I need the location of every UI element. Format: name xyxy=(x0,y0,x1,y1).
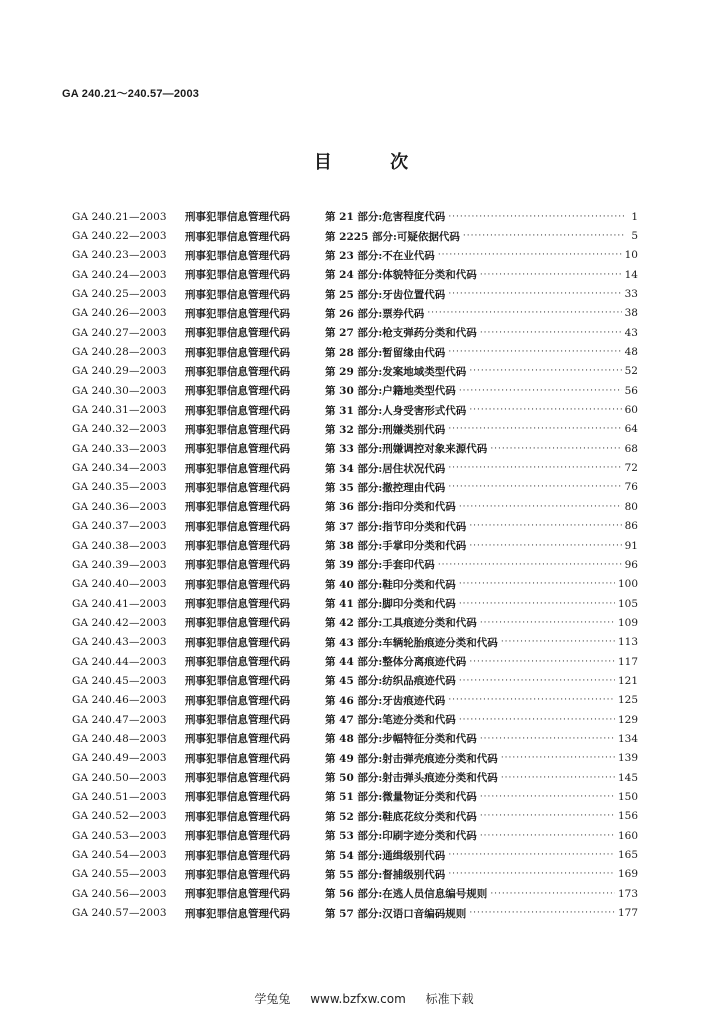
toc-series: 刑事犯罪信息管理代码 xyxy=(185,636,290,649)
toc-part-title: 第 21 部分:危害程度代码 xyxy=(325,211,446,224)
toc-series: 刑事犯罪信息管理代码 xyxy=(185,365,290,378)
toc-part-title: 第 44 部分:整体分离痕迹代码 xyxy=(325,656,467,669)
toc-leader-dots xyxy=(438,249,622,261)
toc-leader-dots xyxy=(448,849,615,861)
toc-code: GA 240.41—2003 xyxy=(72,597,167,610)
toc-row[interactable] xyxy=(72,749,638,768)
toc-part-title: 第 47 部分:笔迹分类和代码 xyxy=(325,714,456,727)
toc-code: GA 240.42—2003 xyxy=(72,616,167,629)
toc-series: 刑事犯罪信息管理代码 xyxy=(185,752,290,765)
toc-page-number: 121 xyxy=(617,674,638,687)
toc-row[interactable] xyxy=(72,845,638,864)
toc-leader-dots xyxy=(459,598,615,610)
toc-leader-dots xyxy=(448,423,621,435)
toc-list xyxy=(72,207,638,923)
toc-series: 刑事犯罪信息管理代码 xyxy=(185,888,290,901)
toc-part-title: 第 43 部分:车辆轮胎痕迹分类和代码 xyxy=(325,636,498,649)
toc-row[interactable] xyxy=(72,458,638,477)
toc-page-number: 56 xyxy=(624,384,638,397)
toc-part-title: 第 57 部分:汉语口音编码规则 xyxy=(325,907,467,920)
toc-code: GA 240.45—2003 xyxy=(72,674,167,687)
toc-code: GA 240.29—2003 xyxy=(72,365,167,378)
toc-series: 刑事犯罪信息管理代码 xyxy=(185,443,290,456)
toc-part-title: 第 32 部分:刑嫌类别代码 xyxy=(325,423,446,436)
toc-page-number: 5 xyxy=(631,230,638,243)
toc-code: GA 240.38—2003 xyxy=(72,539,167,552)
toc-leader-dots xyxy=(448,462,621,474)
toc-part-title: 第 26 部分:票券代码 xyxy=(325,307,425,320)
toc-row[interactable] xyxy=(72,613,638,632)
toc-page-number: 60 xyxy=(624,404,638,417)
toc-leader-dots xyxy=(463,230,625,242)
toc-code: GA 240.32—2003 xyxy=(72,423,167,436)
toc-page-number: 105 xyxy=(617,597,638,610)
footer xyxy=(0,990,728,1007)
toc-part-title: 第 53 部分:印刷字迹分类和代码 xyxy=(325,830,477,843)
toc-row[interactable] xyxy=(72,633,638,652)
toc-part-title: 第 41 部分:脚印分类和代码 xyxy=(325,598,456,611)
toc-part-title: 第 52 部分:鞋底花纹分类和代码 xyxy=(325,810,477,823)
toc-code: GA 240.48—2003 xyxy=(72,732,167,745)
toc-row[interactable] xyxy=(72,304,638,323)
toc-leader-dots xyxy=(469,365,621,377)
toc-row[interactable] xyxy=(72,768,638,787)
toc-row[interactable] xyxy=(72,400,638,419)
footer-slogan: 标准下载 xyxy=(425,992,474,1006)
toc-series: 刑事犯罪信息管理代码 xyxy=(185,269,290,282)
toc-leader-dots xyxy=(480,269,622,281)
toc-part-title: 第 39 部分:手套印代码 xyxy=(325,559,435,572)
toc-row[interactable] xyxy=(72,807,638,826)
toc-page-number: 43 xyxy=(624,326,638,339)
toc-leader-dots xyxy=(459,578,615,590)
toc-page-number: 80 xyxy=(624,500,638,513)
toc-leader-dots xyxy=(469,656,615,668)
toc-leader-dots xyxy=(480,327,622,339)
toc-part-title: 第 37 部分:指节印分类和代码 xyxy=(325,520,467,533)
toc-series: 刑事犯罪信息管理代码 xyxy=(185,288,290,301)
toc-row[interactable] xyxy=(72,207,638,226)
toc-series: 刑事犯罪信息管理代码 xyxy=(185,249,290,262)
toc-part-title: 第 50 部分:射击弹头痕迹分类和代码 xyxy=(325,772,498,785)
toc-series: 刑事犯罪信息管理代码 xyxy=(185,346,290,359)
toc-page-number: 173 xyxy=(617,887,638,900)
toc-part-title: 第 30 部分:户籍地类型代码 xyxy=(325,385,456,398)
toc-part-title: 第 48 部分:步幅特征分类和代码 xyxy=(325,733,477,746)
toc-row[interactable] xyxy=(72,671,638,690)
toc-page-number: 165 xyxy=(617,849,638,862)
toc-leader-dots xyxy=(480,617,615,629)
toc-part-title: 第 34 部分:居住状况代码 xyxy=(325,462,446,475)
toc-page-number: 1 xyxy=(631,210,638,223)
toc-page-number: 109 xyxy=(617,616,638,629)
toc-code: GA 240.40—2003 xyxy=(72,578,167,591)
toc-page-number: 86 xyxy=(624,520,638,533)
toc-row[interactable] xyxy=(72,787,638,806)
toc-page-number: 100 xyxy=(617,578,638,591)
toc-series: 刑事犯罪信息管理代码 xyxy=(185,327,290,340)
toc-leader-dots xyxy=(469,907,615,919)
toc-series: 刑事犯罪信息管理代码 xyxy=(185,230,290,243)
toc-page-number: 139 xyxy=(617,752,638,765)
toc-row[interactable] xyxy=(72,652,638,671)
toc-series: 刑事犯罪信息管理代码 xyxy=(185,617,290,630)
toc-page-number: 76 xyxy=(624,481,638,494)
toc-leader-dots xyxy=(448,868,615,880)
toc-page-number: 129 xyxy=(617,713,638,726)
toc-code: GA 240.39—2003 xyxy=(72,558,167,571)
toc-leader-dots xyxy=(501,772,615,784)
toc-part-title: 第 40 部分:鞋印分类和代码 xyxy=(325,578,456,591)
toc-series: 刑事犯罪信息管理代码 xyxy=(185,385,290,398)
toc-code: GA 240.30—2003 xyxy=(72,384,167,397)
toc-series: 刑事犯罪信息管理代码 xyxy=(185,694,290,707)
toc-row[interactable] xyxy=(72,362,638,381)
toc-leader-dots xyxy=(480,791,615,803)
toc-code: GA 240.51—2003 xyxy=(72,790,167,803)
page-title: 目 次 xyxy=(313,152,435,173)
toc-code: GA 240.34—2003 xyxy=(72,462,167,475)
toc-series: 刑事犯罪信息管理代码 xyxy=(185,675,290,688)
toc-row[interactable] xyxy=(72,691,638,710)
toc-row[interactable] xyxy=(72,323,638,342)
toc-leader-dots xyxy=(448,481,621,493)
toc-series: 刑事犯罪信息管理代码 xyxy=(185,791,290,804)
toc-code: GA 240.24—2003 xyxy=(72,268,167,281)
toc-series: 刑事犯罪信息管理代码 xyxy=(185,810,290,823)
toc-part-title: 第 31 部分:人身受害形式代码 xyxy=(325,404,467,417)
toc-page-number: 72 xyxy=(624,462,638,475)
toc-row[interactable] xyxy=(72,478,638,497)
toc-part-title: 第 49 部分:射击弹壳痕迹分类和代码 xyxy=(325,752,498,765)
toc-leader-dots xyxy=(459,501,622,513)
toc-series: 刑事犯罪信息管理代码 xyxy=(185,830,290,843)
toc-code: GA 240.22—2003 xyxy=(72,230,167,243)
toc-part-title: 第 38 部分:手掌印分类和代码 xyxy=(325,540,467,553)
toc-series: 刑事犯罪信息管理代码 xyxy=(185,423,290,436)
toc-row[interactable] xyxy=(72,865,638,884)
toc-part-title: 第 25 部分:牙齿位置代码 xyxy=(325,288,446,301)
toc-page-number: 117 xyxy=(617,655,638,668)
toc-row[interactable] xyxy=(72,826,638,845)
toc-row[interactable] xyxy=(72,594,638,613)
toc-page-number: 96 xyxy=(624,558,638,571)
toc-part-title: 第 42 部分:工具痕迹分类和代码 xyxy=(325,617,477,630)
toc-row[interactable] xyxy=(72,497,638,516)
toc-leader-dots xyxy=(438,559,622,571)
toc-leader-dots xyxy=(448,346,621,358)
toc-row[interactable] xyxy=(72,903,638,922)
toc-page-number: 91 xyxy=(624,539,638,552)
toc-page-number: 160 xyxy=(617,829,638,842)
footer-site-url[interactable]: www.bzfxw.com xyxy=(310,992,406,1006)
toc-leader-dots xyxy=(469,520,621,532)
toc-code: GA 240.50—2003 xyxy=(72,771,167,784)
toc-page-number: 145 xyxy=(617,771,638,784)
toc-code: GA 240.54—2003 xyxy=(72,849,167,862)
toc-series: 刑事犯罪信息管理代码 xyxy=(185,462,290,475)
toc-leader-dots xyxy=(480,733,615,745)
toc-leader-dots xyxy=(459,675,615,687)
toc-series: 刑事犯罪信息管理代码 xyxy=(185,211,290,224)
toc-code: GA 240.25—2003 xyxy=(72,288,167,301)
toc-code: GA 240.27—2003 xyxy=(72,326,167,339)
standard-header: GA 240.21～240.57—2003 xyxy=(62,88,200,100)
toc-row[interactable] xyxy=(72,536,638,555)
toc-leader-dots xyxy=(459,714,615,726)
toc-page-number: 38 xyxy=(624,307,638,320)
toc-leader-dots xyxy=(490,443,621,455)
toc-series: 刑事犯罪信息管理代码 xyxy=(185,868,290,881)
toc-series: 刑事犯罪信息管理代码 xyxy=(185,559,290,572)
toc-code: GA 240.33—2003 xyxy=(72,442,167,455)
toc-leader-dots xyxy=(469,540,621,552)
toc-series: 刑事犯罪信息管理代码 xyxy=(185,907,290,920)
toc-code: GA 240.23—2003 xyxy=(72,249,167,262)
toc-part-title: 第 24 部分:体貌特征分类和代码 xyxy=(325,269,477,282)
toc-series: 刑事犯罪信息管理代码 xyxy=(185,520,290,533)
toc-page-number: 68 xyxy=(624,442,638,455)
toc-page-number: 169 xyxy=(617,868,638,881)
toc-code: GA 240.47—2003 xyxy=(72,713,167,726)
toc-part-title: 第 46 部分:牙齿痕迹代码 xyxy=(325,694,446,707)
toc-page-number: 156 xyxy=(617,810,638,823)
toc-code: GA 240.49—2003 xyxy=(72,752,167,765)
toc-code: GA 240.36—2003 xyxy=(72,500,167,513)
toc-code: GA 240.56—2003 xyxy=(72,887,167,900)
toc-series: 刑事犯罪信息管理代码 xyxy=(185,656,290,669)
toc-code: GA 240.55—2003 xyxy=(72,868,167,881)
toc-leader-dots xyxy=(490,888,615,900)
toc-row[interactable] xyxy=(72,381,638,400)
toc-part-title: 第 45 部分:纺织品痕迹代码 xyxy=(325,675,456,688)
toc-code: GA 240.44—2003 xyxy=(72,655,167,668)
toc-series: 刑事犯罪信息管理代码 xyxy=(185,772,290,785)
toc-page-number: 134 xyxy=(617,732,638,745)
toc-row[interactable] xyxy=(72,729,638,748)
toc-page-number: 52 xyxy=(624,365,638,378)
toc-code: GA 240.35—2003 xyxy=(72,481,167,494)
toc-leader-dots xyxy=(501,752,615,764)
toc-leader-dots xyxy=(480,830,615,842)
toc-series: 刑事犯罪信息管理代码 xyxy=(185,540,290,553)
toc-series: 刑事犯罪信息管理代码 xyxy=(185,501,290,514)
toc-code: GA 240.21—2003 xyxy=(72,210,167,223)
toc-part-title: 第 33 部分:刑嫌调控对象来源代码 xyxy=(325,443,488,456)
toc-row[interactable] xyxy=(72,575,638,594)
toc-page-number: 177 xyxy=(617,907,638,920)
toc-code: GA 240.26—2003 xyxy=(72,307,167,320)
toc-leader-dots xyxy=(459,385,622,397)
toc-part-title: 第 36 部分:指印分类和代码 xyxy=(325,501,456,514)
toc-part-title: 第 28 部分:暂留缘由代码 xyxy=(325,346,446,359)
toc-leader-dots xyxy=(427,307,621,319)
toc-part-title: 第 35 部分:撤控理由代码 xyxy=(325,481,446,494)
toc-part-title: 第 51 部分:微量物证分类和代码 xyxy=(325,791,477,804)
toc-leader-dots xyxy=(448,694,615,706)
toc-page-number: 150 xyxy=(617,790,638,803)
toc-code: GA 240.53—2003 xyxy=(72,829,167,842)
toc-code: GA 240.46—2003 xyxy=(72,694,167,707)
toc-code: GA 240.57—2003 xyxy=(72,907,167,920)
toc-row[interactable] xyxy=(72,710,638,729)
toc-part-title: 第 29 部分:发案地域类型代码 xyxy=(325,365,467,378)
toc-part-title: 第 56 部分:在逃人员信息编号规则 xyxy=(325,888,488,901)
toc-row[interactable] xyxy=(72,517,638,536)
toc-series: 刑事犯罪信息管理代码 xyxy=(185,598,290,611)
toc-page-number: 48 xyxy=(624,346,638,359)
toc-row[interactable] xyxy=(72,246,638,265)
footer-site-name: 学兔兔 xyxy=(254,992,291,1006)
toc-page-number: 14 xyxy=(624,268,638,281)
toc-row[interactable] xyxy=(72,342,638,361)
toc-series: 刑事犯罪信息管理代码 xyxy=(185,307,290,320)
toc-leader-dots xyxy=(448,288,621,300)
toc-series: 刑事犯罪信息管理代码 xyxy=(185,849,290,862)
toc-leader-dots xyxy=(469,404,621,416)
toc-row[interactable] xyxy=(72,284,638,303)
toc-page-number: 33 xyxy=(624,288,638,301)
toc-row[interactable] xyxy=(72,265,638,284)
toc-series: 刑事犯罪信息管理代码 xyxy=(185,578,290,591)
toc-code: GA 240.52—2003 xyxy=(72,810,167,823)
toc-page-number: 125 xyxy=(617,694,638,707)
toc-row[interactable] xyxy=(72,884,638,903)
toc-row[interactable] xyxy=(72,226,638,245)
toc-page-number: 64 xyxy=(624,423,638,436)
toc-part-title: 第 27 部分:枪支弹药分类和代码 xyxy=(325,327,477,340)
toc-code: GA 240.31—2003 xyxy=(72,404,167,417)
toc-code: GA 240.28—2003 xyxy=(72,346,167,359)
toc-leader-dots xyxy=(501,636,615,648)
toc-part-title: 第 55 部分:督捕级别代码 xyxy=(325,868,446,881)
toc-row[interactable] xyxy=(72,439,638,458)
toc-code: GA 240.43—2003 xyxy=(72,636,167,649)
toc-series: 刑事犯罪信息管理代码 xyxy=(185,733,290,746)
toc-leader-dots xyxy=(448,211,625,223)
toc-leader-dots xyxy=(480,810,615,822)
toc-part-title: 第 23 部分:不在业代码 xyxy=(325,249,435,262)
toc-row[interactable] xyxy=(72,555,638,574)
toc-part-title: 第 2225 部分:可疑依据代码 xyxy=(325,230,460,243)
toc-row[interactable] xyxy=(72,420,638,439)
toc-code: GA 240.37—2003 xyxy=(72,520,167,533)
toc-page-number: 10 xyxy=(624,249,638,262)
toc-series: 刑事犯罪信息管理代码 xyxy=(185,714,290,727)
toc-page-number: 113 xyxy=(617,636,638,649)
toc-series: 刑事犯罪信息管理代码 xyxy=(185,404,290,417)
toc-part-title: 第 54 部分:通缉级别代码 xyxy=(325,849,446,862)
toc-series: 刑事犯罪信息管理代码 xyxy=(185,481,290,494)
